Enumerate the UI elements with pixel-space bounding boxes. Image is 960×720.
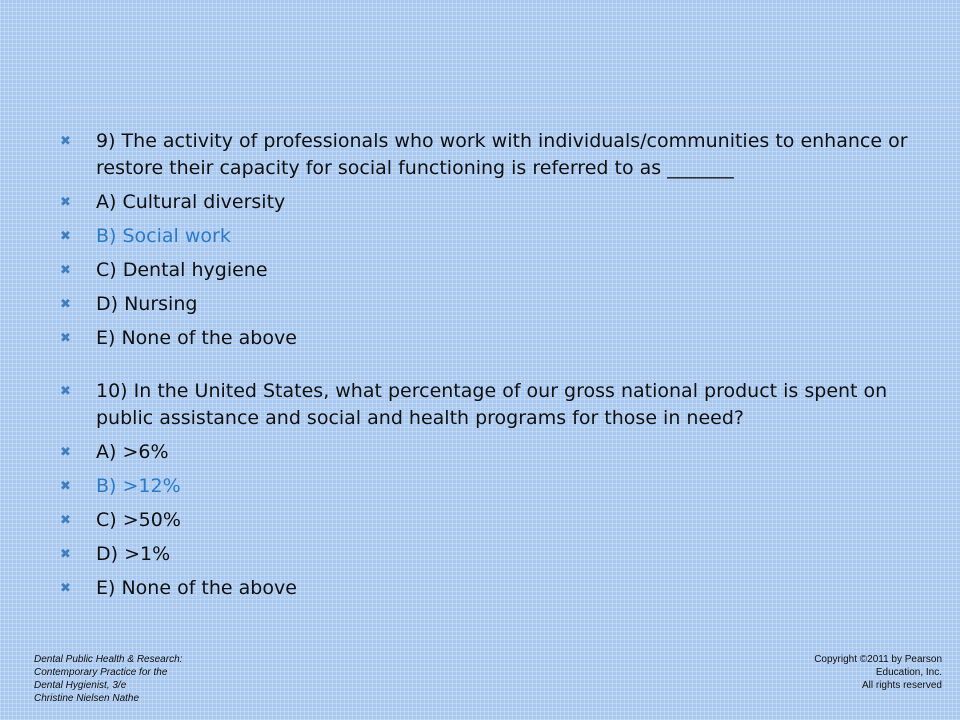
x-bullet-icon: ✖: [60, 513, 71, 528]
question-9-text: 9) The activity of professionals who work with individuals/communities to enhance or restore their capacity for social functioning is referred to as _______: [96, 130, 908, 179]
question-9: [58, 128, 908, 182]
x-bullet-icon: ✖: [60, 134, 71, 149]
q9-option-b-answer: ✖ B) Social work: [58, 223, 908, 250]
q9-option-d: ✖ D) Nursing: [58, 291, 908, 318]
q9-option-c: ✖ C) Dental hygiene: [58, 257, 908, 284]
x-bullet-icon: ✖: [60, 331, 71, 346]
q10-option-d: ✖ D) >1%: [58, 541, 908, 568]
q10-option-b-answer: ✖ B) >12%: [58, 473, 908, 500]
q10-option-a: ✖ A) >6%: [58, 439, 908, 466]
x-bullet-icon: ✖: [60, 229, 71, 244]
footer-copyright: Copyright ©2011 by Pearson Education, Inc. All rights reserved: [814, 654, 942, 691]
x-bullet-icon: ✖: [60, 581, 71, 596]
top-divider: [56, 107, 960, 108]
question-10: [58, 378, 908, 432]
x-bullet-icon: ✖: [60, 195, 71, 210]
q9-option-e: ✖ E) None of the above: [58, 325, 908, 352]
x-bullet-icon: ✖: [60, 297, 71, 312]
q10-option-c: ✖ C) >50%: [58, 507, 908, 534]
slide-content: [58, 128, 908, 609]
x-bullet-icon: ✖: [60, 547, 71, 562]
q10-option-e: ✖ E) None of the above: [58, 575, 908, 602]
x-bullet-icon: ✖: [60, 263, 71, 278]
x-bullet-icon: ✖: [60, 384, 71, 399]
q9-option-a: ✖ A) Cultural diversity: [58, 189, 908, 216]
question-10-text: 10) In the United States, what percentage of our gross national product is spent on public assistance and social and health programs for those in need?: [96, 380, 888, 429]
footer-book-credit: Dental Public Health & Research: Contemporary Practice for the Dental Hygienist, 3/e Christine Nielsen Nathe: [34, 654, 183, 704]
x-bullet-icon: ✖: [60, 445, 71, 460]
x-bullet-icon: ✖: [60, 479, 71, 494]
